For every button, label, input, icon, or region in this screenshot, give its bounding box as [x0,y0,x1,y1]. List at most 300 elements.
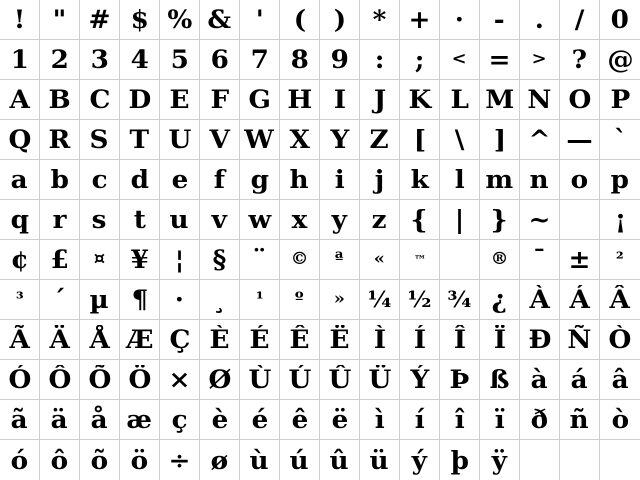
glyph-cell[interactable] [240,360,280,400]
glyph: ø [210,445,229,475]
glyph-cell[interactable] [160,80,200,120]
glyph: ³ [15,289,24,309]
glyph: { [411,205,428,234]
glyph-cell[interactable] [200,440,240,480]
glyph-cell[interactable] [320,80,360,120]
glyph-cell[interactable] [600,0,640,40]
glyph: Ô [48,365,71,394]
glyph-cell[interactable] [560,240,600,280]
glyph: ¼ [367,286,392,313]
glyph: £ [50,245,69,274]
glyph: B [48,85,71,114]
glyph: V [209,125,230,154]
glyph-cell[interactable] [160,40,200,80]
glyph-cell[interactable] [40,320,80,360]
glyph: ì [374,405,385,434]
glyph-cell[interactable] [600,120,640,160]
glyph: Û [328,365,351,394]
glyph: î [454,405,465,434]
glyph-cell[interactable] [320,0,360,40]
glyph-cell[interactable] [0,120,40,160]
glyph-cell[interactable] [440,360,480,400]
glyph-cell[interactable] [280,240,320,280]
glyph-cell[interactable] [280,120,320,160]
glyph: p [610,165,630,194]
glyph: x [291,205,308,234]
glyph-cell[interactable] [440,440,480,480]
glyph-cell[interactable] [40,160,80,200]
glyph-cell[interactable] [280,80,320,120]
glyph-cell[interactable] [480,200,520,240]
glyph: X [289,125,310,154]
glyph: ¯ [532,245,547,274]
glyph-cell[interactable] [480,120,520,160]
glyph-cell[interactable] [320,360,360,400]
glyph-cell[interactable] [320,120,360,160]
glyph-cell[interactable] [80,160,120,200]
glyph-cell[interactable] [520,80,560,120]
glyph-cell[interactable] [160,160,200,200]
glyph-cell[interactable] [560,400,600,440]
glyph-cell[interactable] [560,200,600,240]
glyph-cell[interactable] [360,120,400,160]
glyph-cell[interactable] [80,360,120,400]
glyph-cell[interactable] [120,160,160,200]
glyph: É [249,325,270,354]
glyph: * [372,5,387,34]
glyph-cell[interactable] [320,400,360,440]
glyph-cell[interactable] [400,280,440,320]
glyph-cell[interactable] [280,320,320,360]
glyph: ÷ [168,445,191,475]
glyph-cell[interactable] [240,120,280,160]
glyph-cell[interactable] [600,40,640,80]
glyph-cell[interactable] [160,240,200,280]
glyph: Ï [493,325,506,354]
glyph-cell[interactable] [200,400,240,440]
glyph-cell[interactable] [80,200,120,240]
glyph-cell[interactable] [240,400,280,440]
glyph-cell[interactable] [240,240,280,280]
glyph: ¾ [447,286,472,313]
glyph-cell[interactable] [440,160,480,200]
glyph-cell[interactable] [600,320,640,360]
glyph-cell[interactable] [200,240,240,280]
glyph: ª [335,249,344,269]
glyph: Ð [528,325,551,354]
glyph: E [169,85,190,114]
glyph-cell[interactable] [360,320,400,360]
glyph-cell[interactable] [560,160,600,200]
glyph-cell[interactable] [440,320,480,360]
glyph-cell[interactable] [0,0,40,40]
glyph-cell[interactable] [560,0,600,40]
glyph-cell[interactable] [440,0,480,40]
glyph-cell[interactable] [80,320,120,360]
glyph-cell[interactable] [160,200,200,240]
glyph-cell[interactable] [400,80,440,120]
glyph-cell[interactable] [120,40,160,80]
glyph-cell[interactable] [400,440,440,480]
glyph-cell[interactable] [240,0,280,40]
glyph-cell[interactable] [80,400,120,440]
glyph-cell[interactable] [120,320,160,360]
glyph: J [373,85,386,114]
glyph: ð [530,405,549,434]
glyph-cell[interactable] [80,80,120,120]
glyph-cell[interactable] [600,440,640,480]
glyph-cell[interactable] [120,240,160,280]
glyph-cell[interactable] [360,280,400,320]
glyph-cell[interactable] [360,200,400,240]
glyph-cell[interactable] [400,0,440,40]
glyph-cell[interactable] [520,40,560,80]
glyph: z [372,205,387,234]
glyph-cell[interactable] [360,80,400,120]
glyph-cell[interactable] [320,440,360,480]
glyph: j [374,165,385,194]
glyph: Â [609,285,631,314]
glyph-cell[interactable] [600,280,640,320]
glyph: M [484,85,515,114]
glyph-cell[interactable] [600,240,640,280]
glyph-cell[interactable] [200,360,240,400]
glyph: ¦ [174,245,185,274]
glyph-cell[interactable] [280,280,320,320]
glyph-cell[interactable] [40,360,80,400]
glyph-cell[interactable] [40,40,80,80]
glyph: ® [490,249,509,269]
glyph-cell[interactable] [120,360,160,400]
glyph-cell[interactable] [480,160,520,200]
glyph-cell[interactable] [280,0,320,40]
glyph-cell[interactable] [200,280,240,320]
glyph: K [408,85,431,114]
glyph-cell[interactable] [0,200,40,240]
glyph-cell[interactable] [520,0,560,40]
glyph-cell[interactable] [240,160,280,200]
glyph: m [485,165,514,194]
glyph-cell[interactable] [560,320,600,360]
glyph-cell[interactable] [360,160,400,200]
glyph: Ü [368,365,391,394]
glyph: ¤ [93,249,106,269]
glyph: 3 [90,45,109,74]
glyph: 6 [210,45,229,74]
glyph: Ë [329,325,350,354]
glyph: ¢ [10,245,29,274]
glyph-cell[interactable] [560,80,600,120]
glyph-cell[interactable] [520,440,560,480]
glyph: ç [171,405,188,434]
glyph-cell[interactable] [320,200,360,240]
glyph: ü [369,445,390,475]
glyph: 9 [330,45,349,74]
glyph-cell[interactable] [440,120,480,160]
glyph-cell[interactable] [600,160,640,200]
glyph: Ó [8,365,31,394]
glyph-cell[interactable] [480,240,520,280]
glyph: ) [333,5,346,34]
glyph-cell[interactable] [160,440,200,480]
glyph: F [210,85,229,114]
glyph: [ [413,125,426,154]
glyph-cell[interactable] [40,240,80,280]
glyph-cell[interactable] [360,40,400,80]
glyph: v [211,205,228,234]
glyph-cell[interactable] [520,160,560,200]
glyph-cell[interactable] [160,360,200,400]
glyph: Ù [248,365,271,394]
glyph-cell[interactable] [320,40,360,80]
glyph-cell[interactable] [560,280,600,320]
glyph-cell[interactable] [400,360,440,400]
glyph: + [408,5,431,34]
glyph-cell[interactable] [600,200,640,240]
glyph-cell[interactable] [520,360,560,400]
glyph-cell[interactable] [200,160,240,200]
glyph-cell[interactable] [480,320,520,360]
glyph-cell[interactable] [480,0,520,40]
glyph: e [171,165,188,194]
glyph-cell[interactable] [0,440,40,480]
glyph-cell[interactable] [520,200,560,240]
glyph-cell[interactable] [120,280,160,320]
glyph-cell[interactable] [320,280,360,320]
glyph-cell[interactable] [240,200,280,240]
glyph: À [529,285,550,314]
glyph-cell[interactable] [320,160,360,200]
glyph-cell[interactable] [80,0,120,40]
glyph: Þ [449,365,470,394]
glyph: · [454,5,465,34]
glyph-cell[interactable] [440,200,480,240]
glyph-cell[interactable] [600,360,640,400]
glyph: ò [611,405,629,434]
glyph-cell[interactable] [480,40,520,80]
glyph-cell[interactable] [480,440,520,480]
glyph: § [212,245,227,274]
glyph-cell[interactable] [120,400,160,440]
glyph: f [213,165,226,194]
glyph-cell[interactable] [400,320,440,360]
glyph-cell[interactable] [400,160,440,200]
glyph-cell[interactable] [40,120,80,160]
glyph: à [530,365,548,394]
glyph-cell[interactable] [280,40,320,80]
glyph: ë [331,405,348,434]
glyph-cell[interactable] [0,400,40,440]
glyph: N [527,85,552,114]
glyph-cell[interactable] [160,320,200,360]
glyph-cell[interactable] [320,320,360,360]
glyph: × [168,365,191,394]
glyph: Ò [608,325,632,354]
glyph-cell[interactable] [480,360,520,400]
glyph: ^ [528,125,551,154]
glyph-cell[interactable] [120,0,160,40]
glyph-cell[interactable] [160,120,200,160]
glyph-cell[interactable] [200,320,240,360]
glyph-cell[interactable] [240,440,280,480]
glyph: ê [291,405,308,434]
glyph: ó [10,445,29,475]
glyph-cell[interactable] [200,200,240,240]
glyph-cell[interactable] [480,80,520,120]
glyph-cell[interactable] [120,440,160,480]
glyph-cell[interactable] [520,320,560,360]
glyph-cell[interactable] [360,400,400,440]
glyph: ö [130,445,149,475]
glyph: ; [414,45,425,74]
glyph-cell[interactable] [40,0,80,40]
glyph-cell[interactable] [80,240,120,280]
glyph-cell[interactable] [40,80,80,120]
glyph: Z [369,125,390,154]
glyph-cell[interactable] [440,240,480,280]
glyph-cell[interactable] [120,200,160,240]
glyph-cell[interactable] [280,200,320,240]
glyph: ÿ [491,445,508,475]
glyph-cell[interactable] [600,400,640,440]
glyph-cell[interactable] [80,280,120,320]
glyph-cell[interactable] [120,80,160,120]
glyph-cell[interactable] [440,280,480,320]
glyph-cell[interactable] [280,400,320,440]
glyph-cell[interactable] [280,360,320,400]
glyph: Å [89,325,110,354]
glyph-cell[interactable] [160,400,200,440]
glyph-cell[interactable] [240,320,280,360]
glyph: ¸ [212,285,227,314]
glyph: ý [411,445,428,475]
glyph-cell[interactable] [40,200,80,240]
glyph: ¨ [252,245,267,274]
glyph [454,247,465,272]
glyph-cell[interactable] [80,120,120,160]
glyph-cell[interactable] [240,280,280,320]
glyph: I [333,85,346,114]
glyph: Á [569,285,590,314]
glyph-cell[interactable] [560,120,600,160]
glyph-cell[interactable] [0,320,40,360]
glyph: } [491,205,508,234]
glyph: 0 [610,5,630,34]
glyph: Ì [373,325,386,354]
glyph-cell[interactable] [360,0,400,40]
glyph: 5 [170,45,189,74]
glyph: Ö [128,365,151,394]
glyph: % [167,5,192,34]
glyph: S [90,125,109,154]
glyph-cell[interactable] [600,80,640,120]
glyph: á [570,365,588,394]
glyph-cell[interactable] [80,40,120,80]
glyph: u [169,205,190,234]
glyph-cell[interactable] [0,160,40,200]
glyph: @ [606,45,634,74]
glyph-cell[interactable] [120,120,160,160]
glyph: o [570,165,589,194]
glyph-cell[interactable] [200,0,240,40]
glyph: . [534,5,545,34]
glyph-cell[interactable] [0,280,40,320]
glyph-cell[interactable] [280,160,320,200]
glyph-cell[interactable] [480,400,520,440]
glyph: Ä [49,325,70,354]
glyph-cell[interactable] [240,40,280,80]
glyph: c [91,165,108,194]
glyph-cell[interactable] [200,120,240,160]
glyph-cell[interactable] [400,200,440,240]
glyph: È [209,325,230,354]
glyph-cell[interactable] [80,440,120,480]
glyph: Î [453,325,466,354]
glyph-cell[interactable] [40,280,80,320]
glyph-cell[interactable] [160,0,200,40]
glyph: Í [413,325,426,354]
glyph: ( [293,5,306,34]
glyph: â [611,365,629,394]
glyph-cell[interactable] [40,400,80,440]
glyph-cell[interactable] [0,80,40,120]
glyph: q [10,205,29,234]
glyph-cell[interactable] [160,280,200,320]
glyph-cell[interactable] [360,440,400,480]
glyph-cell[interactable] [360,360,400,400]
glyph-cell[interactable] [200,80,240,120]
glyph-cell[interactable] [400,40,440,80]
glyph-cell[interactable] [400,240,440,280]
glyph: Y [330,125,349,154]
glyph: ¹ [255,289,264,309]
glyph-cell[interactable] [400,400,440,440]
glyph-cell[interactable] [280,440,320,480]
glyph-cell[interactable] [480,280,520,320]
glyph: 1 [10,45,29,74]
glyph-cell[interactable] [520,280,560,320]
glyph-cell[interactable] [560,40,600,80]
glyph-cell[interactable] [520,120,560,160]
glyph-cell[interactable] [440,40,480,80]
glyph: · [174,285,185,314]
glyph: - [494,5,505,34]
glyph-cell[interactable] [520,400,560,440]
glyph-cell[interactable] [320,240,360,280]
glyph-cell[interactable] [240,80,280,120]
glyph-cell[interactable] [440,400,480,440]
glyph-cell[interactable] [560,440,600,480]
glyph: > [532,49,547,69]
glyph-cell[interactable] [560,360,600,400]
glyph-cell[interactable] [400,120,440,160]
glyph: $ [130,5,149,34]
glyph: | [454,205,465,234]
glyph-cell[interactable] [520,240,560,280]
glyph-cell[interactable] [440,80,480,120]
glyph: ½ [407,286,432,313]
glyph-cell[interactable] [0,360,40,400]
glyph: g [250,165,269,194]
glyph-cell[interactable] [360,240,400,280]
glyph: P [610,85,630,114]
glyph-cell[interactable] [40,440,80,480]
glyph-cell[interactable] [200,40,240,80]
glyph-cell[interactable] [0,240,40,280]
glyph: ï [494,405,505,434]
glyph: 7 [250,45,269,74]
glyph-cell[interactable] [0,40,40,80]
